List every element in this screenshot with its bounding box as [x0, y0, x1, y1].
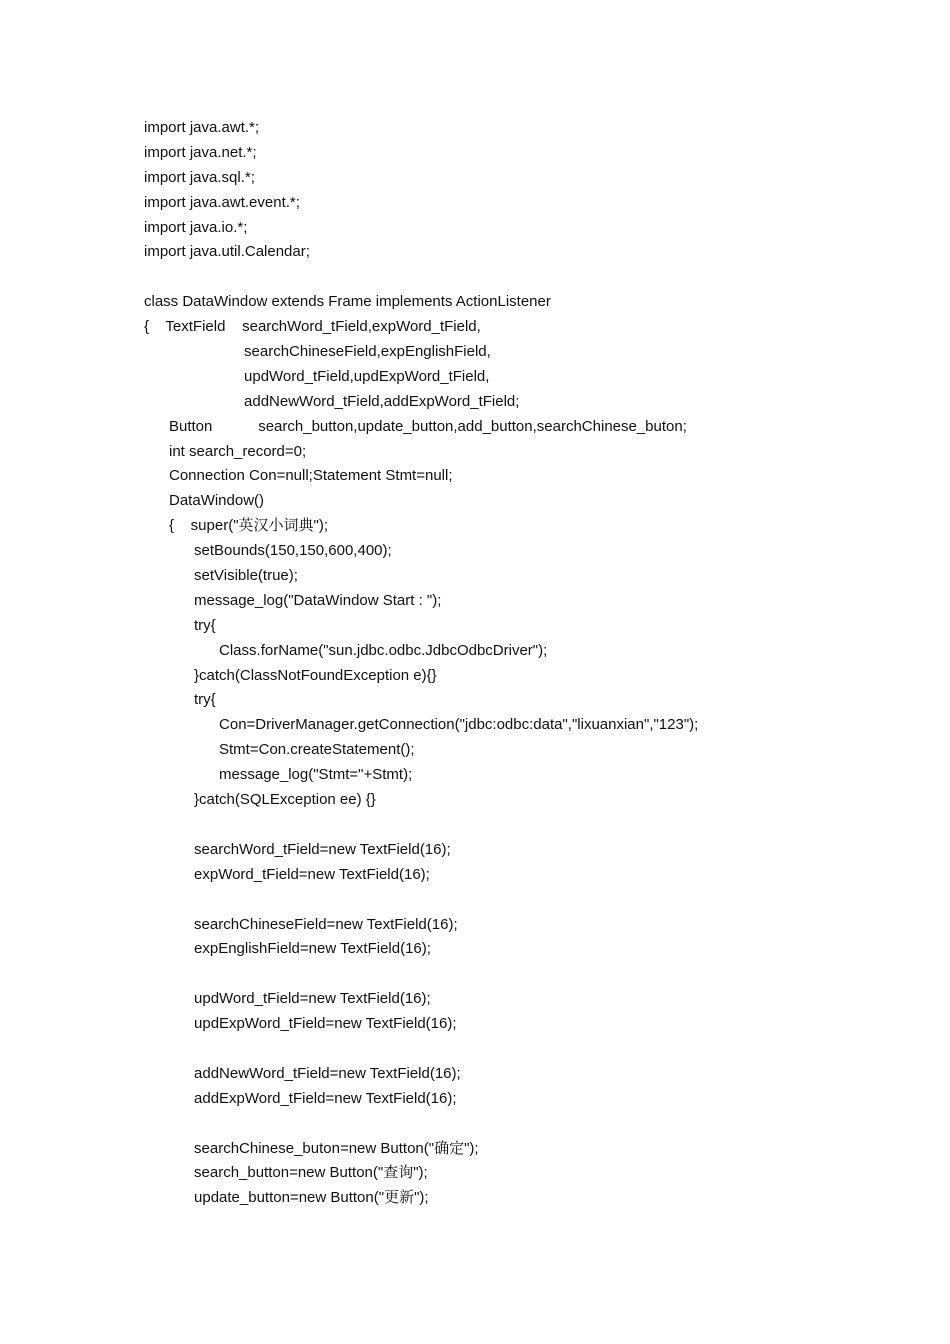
- code-line: [144, 1112, 698, 1137]
- code-line: Stmt=Con.createStatement();: [144, 741, 415, 759]
- code-line: expWord_tField=new TextField(16);: [144, 865, 430, 883]
- code-line: Class.forName("sun.jdbc.odbc.JdbcOdbcDriver");: [144, 641, 548, 659]
- code-line: class DataWindow extends Frame implements ActionListener: [144, 293, 551, 311]
- code-line: [144, 265, 698, 290]
- code-line: message_log("DataWindow Start : ");: [144, 591, 442, 609]
- code-line: updExpWord_tField=new TextField(16);: [144, 1015, 457, 1033]
- code-line: try{: [144, 691, 216, 709]
- code-line: search_button=new Button("查询");: [144, 1164, 428, 1182]
- code-line: [144, 1037, 698, 1062]
- code-line: [144, 888, 698, 913]
- code-line: Button search_button,update_button,add_button,searchChinese_buton;: [144, 417, 687, 435]
- code-line: try{: [144, 616, 216, 634]
- code-line: updWord_tField,updExpWord_tField,: [144, 367, 490, 385]
- code-line: update_button=new Button("更新");: [144, 1189, 429, 1207]
- code-line: }catch(ClassNotFoundException e){}: [144, 666, 437, 684]
- code-line: searchWord_tField=new TextField(16);: [144, 840, 451, 858]
- code-line: addNewWord_tField,addExpWord_tField;: [144, 392, 520, 410]
- code-line: int search_record=0;: [144, 442, 307, 460]
- code-line: addNewWord_tField=new TextField(16);: [144, 1064, 461, 1082]
- code-line: import java.util.Calendar;: [144, 243, 310, 261]
- code-line: searchChineseField=new TextField(16);: [144, 915, 458, 933]
- code-line: DataWindow(): [144, 492, 265, 510]
- code-line: setBounds(150,150,600,400);: [144, 542, 392, 560]
- code-line: { super("英汉小词典");: [144, 517, 329, 535]
- code-line: updWord_tField=new TextField(16);: [144, 990, 431, 1008]
- code-line: [144, 962, 698, 987]
- code-line: Connection Con=null;Statement Stmt=null;: [144, 467, 453, 485]
- code-line: import java.net.*;: [144, 143, 257, 161]
- code-line: searchChineseField,expEnglishField,: [144, 343, 491, 361]
- code-line: message_log("Stmt="+Stmt);: [144, 766, 413, 784]
- code-line: expEnglishField=new TextField(16);: [144, 940, 431, 958]
- code-line: { TextField searchWord_tField,expWord_tField,: [144, 318, 481, 336]
- code-line: Con=DriverManager.getConnection("jdbc:odbc:data","lixuanxian","123");: [144, 716, 699, 734]
- code-line: [144, 813, 698, 838]
- code-line: import java.awt.*;: [144, 119, 260, 136]
- code-line: setVisible(true);: [144, 567, 298, 585]
- code-line: import java.io.*;: [144, 218, 248, 236]
- code-line: addExpWord_tField=new TextField(16);: [144, 1089, 457, 1107]
- code-listing: [144, 116, 698, 1211]
- code-line: import java.sql.*;: [144, 168, 255, 186]
- code-line: import java.awt.event.*;: [144, 193, 300, 211]
- code-line: }catch(SQLException ee) {}: [144, 791, 376, 809]
- code-line: searchChinese_buton=new Button("确定");: [144, 1139, 479, 1157]
